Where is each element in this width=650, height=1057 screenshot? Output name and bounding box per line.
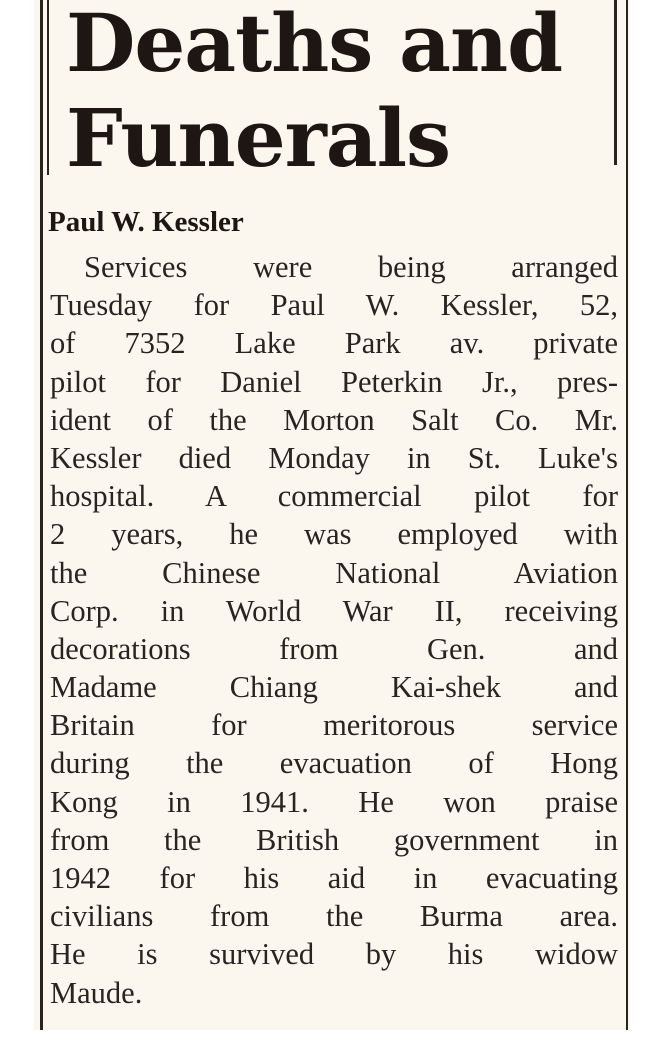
body-line: Maude. bbox=[50, 975, 143, 1010]
body-line: ident of the Morton Salt Co. Mr. bbox=[50, 402, 618, 437]
body-line: Britain for meritorous service bbox=[50, 708, 618, 743]
column-rule-left bbox=[40, 0, 43, 1030]
column-rule-right bbox=[626, 0, 628, 1030]
column-rule-right-inner bbox=[614, 0, 617, 165]
body-line: the Chinese National Aviation bbox=[50, 555, 618, 590]
obituary-body bbox=[50, 248, 618, 1012]
body-line: Kong in 1941. He won praise bbox=[50, 784, 618, 819]
body-line: of 7352 Lake Park av. private bbox=[50, 326, 618, 361]
body-line: pilot for Daniel Peterkin Jr., pres- bbox=[50, 364, 618, 399]
body-line: hospital. A commercial pilot for bbox=[50, 479, 618, 514]
body-line: Services were being arranged bbox=[84, 250, 618, 284]
body-line: He is survived by his widow bbox=[50, 937, 618, 972]
body-line: 1942 for his aid in evacuating bbox=[50, 861, 618, 895]
body-line: Kessler died Monday in St. Luke's bbox=[50, 440, 618, 475]
body-line: during the evacuation of Hong bbox=[50, 746, 618, 781]
body-line: Madame Chiang Kai-shek and bbox=[50, 670, 618, 705]
body-line: decorations from Gen. and bbox=[50, 631, 618, 666]
body-line: Tuesday for Paul W. Kessler, 52, bbox=[50, 288, 618, 323]
body-line: from the British government in bbox=[50, 822, 618, 857]
obituary-name: Paul W. Kessler bbox=[48, 206, 244, 238]
body-line: 2 years, he was employed with bbox=[50, 517, 618, 552]
column-rule-left-inner bbox=[47, 0, 49, 175]
body-line: civilians from the Burma area. bbox=[50, 899, 618, 934]
body-line: Corp. in World War II, receiving bbox=[50, 593, 618, 628]
headline-line-2: Funerals bbox=[66, 91, 451, 185]
headline bbox=[66, 0, 562, 186]
headline-line-1: Deaths and bbox=[66, 0, 563, 90]
